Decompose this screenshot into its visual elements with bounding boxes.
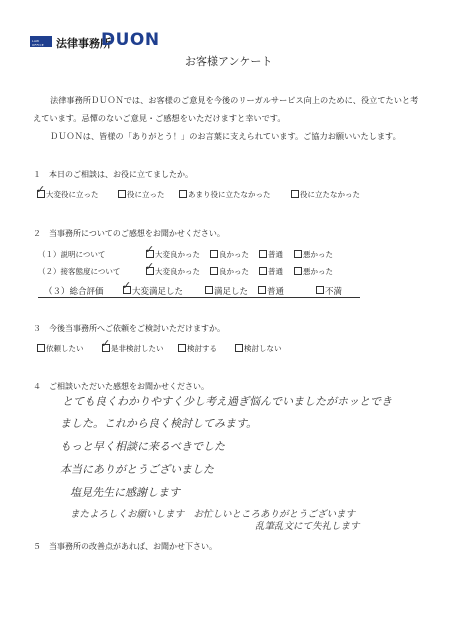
checkbox[interactable] <box>258 286 266 294</box>
checkbox[interactable] <box>210 267 218 275</box>
q3-option: 依頼したい <box>46 344 84 353</box>
checkbox[interactable] <box>316 286 324 294</box>
q1-option-label: 大変役に立った <box>46 190 99 199</box>
q1-label: １ 本日のご相談は、お役に立てましたか。 <box>33 170 193 179</box>
q4-label: ４ ご相談いただいた感想をお聞かせください。 <box>33 382 209 391</box>
handwritten-line-5: 塩見先生に感謝します <box>70 486 180 499</box>
intro-line-3: ＤＵＯＮは、皆様の「ありがとう！」のお言葉に支えられています。ご協力お願いいたします。 <box>50 131 401 141</box>
q1-option-label: 役に立った <box>127 190 165 199</box>
page-title: お客様アンケート <box>185 55 273 68</box>
checkbox[interactable] <box>118 190 126 198</box>
logo-small-text: LAW OFFICE <box>32 39 44 47</box>
q2-label: ２ 当事務所についてのご感想をお聞かせください。 <box>33 229 225 238</box>
q2-row-2-label: （２）接客態度について <box>38 267 121 276</box>
q2-row-1-opt: 普通 <box>268 250 283 259</box>
check-mark-icon: ✓ <box>145 243 155 256</box>
checkbox[interactable] <box>294 267 302 275</box>
q2-row-1-opt: 悪かった <box>303 250 333 259</box>
handwritten-line-2: ました。これから良く検討してみます。 <box>60 417 258 430</box>
check-mark-icon: ✓ <box>101 337 111 350</box>
checkbox[interactable] <box>210 250 218 258</box>
q2-row-2-opt: 普通 <box>268 267 283 276</box>
logo-mark <box>30 36 52 47</box>
checkbox[interactable] <box>235 344 243 352</box>
checkbox[interactable] <box>259 267 267 275</box>
handwritten-line-4: 本当にありがとうございました <box>60 463 214 476</box>
q2-row-1-label: （１）説明について <box>38 250 106 259</box>
q2-row-3-opt: 普通 <box>267 287 285 297</box>
logo-en-text: DUON <box>101 30 160 50</box>
checkbox[interactable] <box>259 250 267 258</box>
q3-option: 検討する <box>187 344 217 353</box>
q2-row-3-opt: 満足した <box>214 287 249 297</box>
logo-jp-text: 法律事務所 <box>56 37 111 50</box>
intro-line-1: 法律事務所ＤＵＯＮでは、お客様のご意見を今後のリーガルサービス向上のために、役立てたいと考 <box>50 95 419 105</box>
q3-label: ３ 今後当事務所へご依頼をご検討いただけますか。 <box>33 324 225 333</box>
q3-option: 検討しない <box>244 344 282 353</box>
q1-option-label: あまり役に立たなかった <box>188 190 271 199</box>
q3-option: 是非検討したい <box>111 344 164 353</box>
check-mark-icon: ✓ <box>122 279 132 292</box>
check-mark-icon: ✓ <box>145 260 155 273</box>
q2-row-3-opt: 大変満足した <box>132 287 184 297</box>
q2-row-3-opt: 不満 <box>325 287 343 297</box>
q2-row-2-opt: 大変良かった <box>155 267 200 276</box>
checkbox[interactable] <box>205 286 213 294</box>
checkbox[interactable] <box>178 344 186 352</box>
divider <box>38 297 360 298</box>
q2-row-2-opt: 悪かった <box>303 267 333 276</box>
q2-row-1-opt: 良かった <box>219 250 249 259</box>
q2-row-1-opt: 大変良かった <box>155 250 200 259</box>
handwritten-line-1: とても良くわかりやすく少し考え過ぎ悩んでいましたがホッとでき <box>62 395 392 408</box>
q1-option-label: 役に立たなかった <box>300 190 360 199</box>
handwritten-line-7: 乱筆乱文にて失礼します <box>255 521 360 532</box>
q5-label: ５ 当事務所の改善点があれば、お聞かせ下さい。 <box>33 542 217 551</box>
q2-row-2-opt: 良かった <box>219 267 249 276</box>
checkbox[interactable] <box>294 250 302 258</box>
handwritten-line-6: またよろしくお願いします お忙しいところありがとうございます <box>70 509 356 520</box>
check-mark-icon: ✓ <box>36 183 46 196</box>
intro-line-2: えています。忌憚のないご意見・ご感想をいただけますと幸いです。 <box>33 113 286 123</box>
checkbox[interactable] <box>291 190 299 198</box>
checkbox[interactable] <box>179 190 187 198</box>
handwritten-line-3: もっと早く相談に来るべきでした <box>60 440 225 453</box>
q2-row-3-label: （３）総合評価 <box>44 287 104 297</box>
checkbox[interactable] <box>37 344 45 352</box>
